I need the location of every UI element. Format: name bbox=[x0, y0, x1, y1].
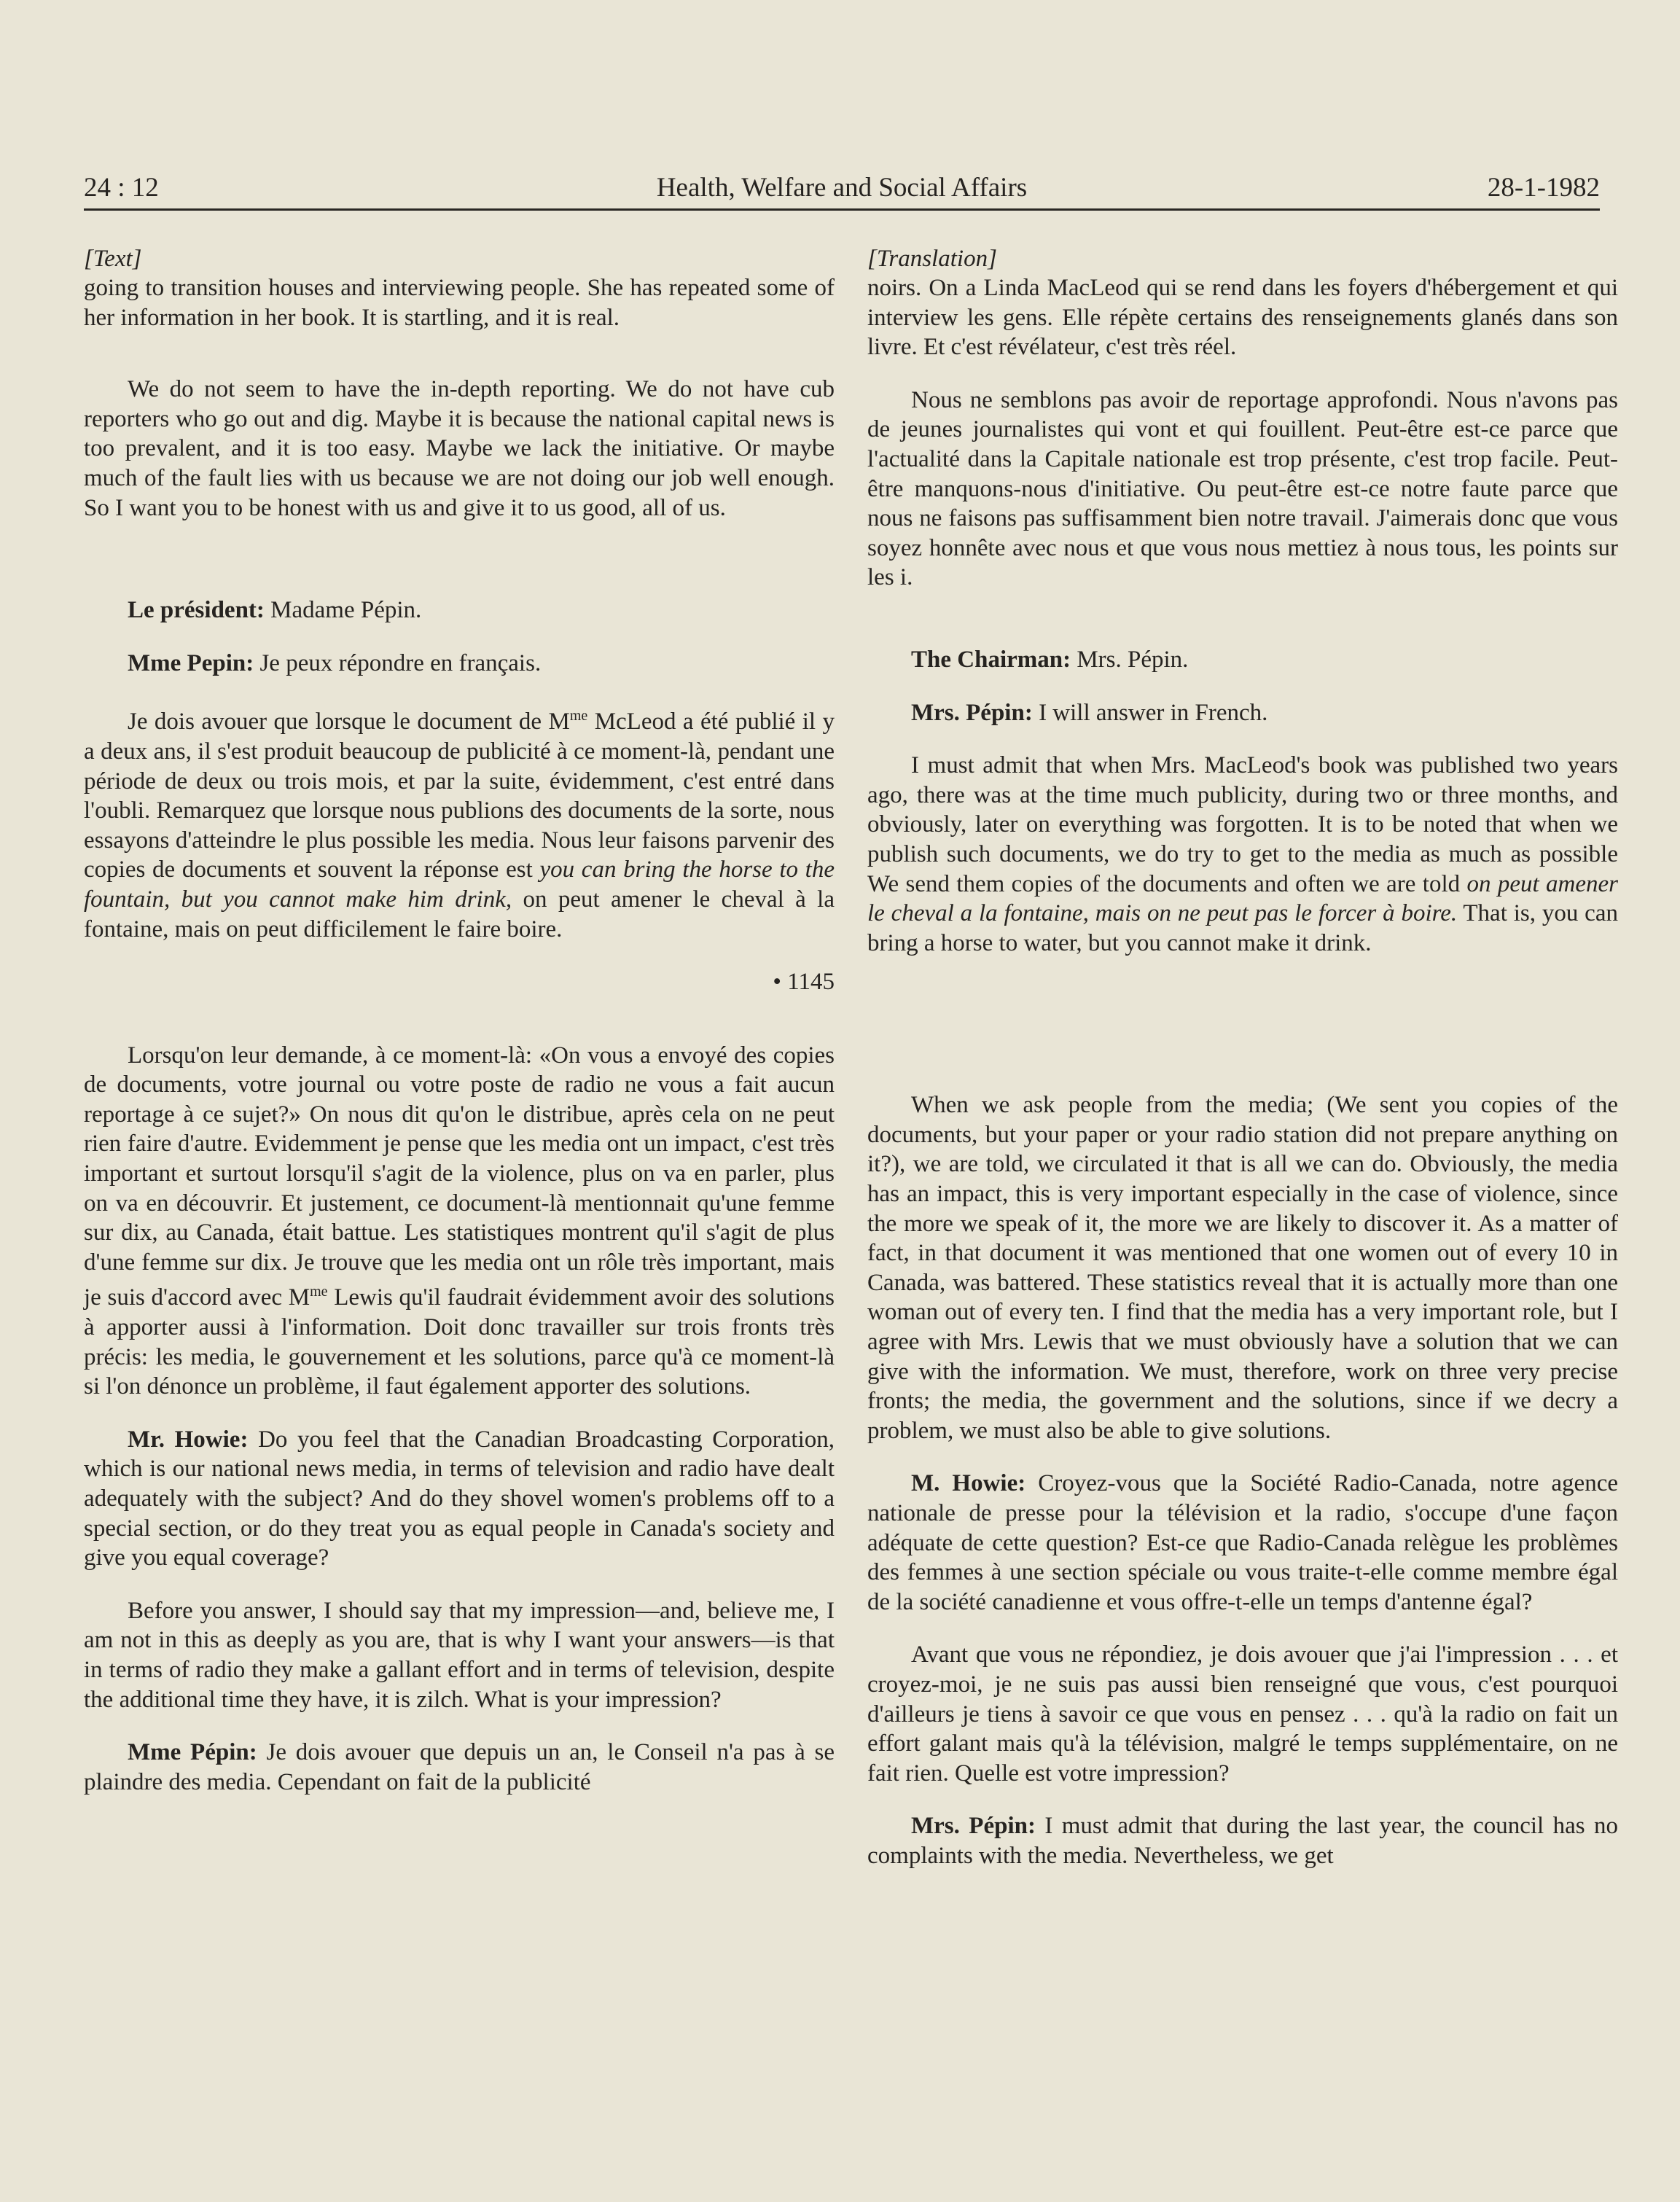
page-number: 24 : 12 bbox=[84, 173, 159, 203]
paragraph: We do not seem to have the in-depth reporting. We do not have cub reporters who go out and dig. Maybe it is because the national capital news is too prevalent, and it is too easy. Maybe we lack the initiative. Or maybe much of the fault lies with us because we are not doing our job well enough. So I want you to be honest with us and give it to us good, all of us. bbox=[84, 376, 835, 521]
speaker-name: Le président: bbox=[128, 597, 265, 624]
speech: Mme Pepin: Je peux répondre en français. bbox=[128, 649, 542, 676]
left-column bbox=[84, 244, 835, 1820]
speech: Mrs. Pépin: I must admit that during the last year, the council has no complaints with the media. Nevertheless, we get bbox=[867, 1813, 1618, 1869]
paragraph: Avant que vous ne répondiez, je dois avouer que j'ai l'impression . . . et croyez-moi, je ne suis pas aussi bien renseigné que vous, c'est pourquoi d'ailleurs je tiens à savoir ce que vous en pensez . . . qu'à la radio on fait un effort galant mais qu'à la télévision, malgré le temps supplémentaire, on ne fait rien. Quelle est votre impression? bbox=[867, 1641, 1618, 1787]
time-marker: • 1145 bbox=[773, 969, 835, 996]
paragraph: I must admit that when Mrs. MacLeod's book was published two years ago, there was at the time much publicity, during two or three months, and obviously, later on everything was forgotten. It is to be noted that when we publish such documents, we do try to get to the media as much as possible We send them copies of the documents and often we are told on peut amener le cheval a la fontaine, mais on ne peut pas le forcer à boire. That is, you can bring a horse to water, but you cannot make it drink. bbox=[867, 752, 1618, 956]
page-header bbox=[84, 172, 1600, 211]
paragraph: noirs. On a Linda MacLeod qui se rend dans les foyers d'hébergement et qui interview les gens. Elle répète certains des renseignements glanés dans son livre. Et c'est révélateur, c'est très réel. bbox=[867, 275, 1618, 361]
speaker-name: Mme Pépin: bbox=[128, 1739, 257, 1766]
speech: Mrs. Pépin: I will answer in French. bbox=[911, 699, 1268, 726]
speaker-name: Mme Pepin: bbox=[128, 649, 254, 676]
paragraph: Je dois avouer que lorsque le document de $M^{me}$ McLeod a été publié il y a deux ans, il s'est produit beaucoup de publicité à ce moment-là, pendant une période de deux ou trois mois, et par la suite, évidemment, c'est entré dans l'oubli. Remarquez que lorsque nous publions des documents de la sorte, nous essayons d'atteindre le plus possible les media. Nous leur faisons parvenir des copies de documents et souvent la réponse est you can bring the horse to the fountain, but you cannot make him drink, on peut amener le cheval à la fontaine, mais on peut difficilement le faire boire. bbox=[84, 708, 835, 942]
paragraph: Before you answer, I should say that my impression—and, believe me, I am not in this as deeply as you are, that is why I want your answers—is that in terms of radio they make a gallant effort and in terms of television, despite the additional time they have, it is zilch. What is your impression? bbox=[84, 1597, 835, 1713]
speaker-name: Mr. Howie: bbox=[128, 1426, 249, 1453]
running-title: Health, Welfare and Social Affairs bbox=[656, 173, 1028, 203]
speech: Le président: Madame Pépin. bbox=[128, 597, 422, 624]
speech: M. Howie: Croyez-vous que la Société Radio-Canada, notre agence nationale de presse pour la télévision et la radio, s'occupe d'une façon adéquate de cette question? Est-ce que Radio-Canada relègue les problèmes des femmes à une section spéciale ou vous traite-t-elle comme membre égal de la société canadienne et vous offre-t-elle un temps d'antenne égal? bbox=[867, 1470, 1618, 1615]
paragraph: going to transition houses and interviewing people. She has repeated some of her information in her book. It is startling, and it is real. bbox=[84, 275, 835, 331]
speech: Mr. Howie: Do you feel that the Canadian Broadcasting Corporation, which is our national news media, in terms of television and radio have dealt adequately with the subject? And do they shovel women's problems off to a special section, or do they treat you as equal people in Canada's society and give you equal coverage? bbox=[84, 1426, 835, 1572]
speech: Mme Pépin: Je dois avouer que depuis un an, le Conseil n'a pas à se plaindre des media. Cependant on fait de la publicité bbox=[84, 1739, 835, 1795]
right-column bbox=[867, 244, 1618, 1894]
paragraph: When we ask people from the media; (We sent you copies of the documents, but your paper or your radio station did not prepare anything on it?), we are told, we circulated it that is all we can do. Obviously, the media has an impact, this is very important especially in the case of violence, since the more we speak of it, the more we are likely to discover it. As a matter of fact, in that document it was mentioned that one women out of every 10 in Canada, was battered. These statistics reveal that it is actually more than one woman out of every ten. I find that the media has a very important role, but I agree with Mrs. Lewis that we must obviously have a solution that we can give with the information. We must, therefore, work on three very precise fronts; the media, the government and the solutions, since if we decry a problem, we must also be able to give solutions. bbox=[867, 1092, 1618, 1444]
speech: The Chairman: Mrs. Pépin. bbox=[911, 646, 1189, 673]
translation-tag: [Translation] bbox=[867, 246, 997, 272]
speaker-name: The Chairman: bbox=[911, 646, 1071, 673]
speaker-name: Mrs. Pépin: bbox=[911, 699, 1033, 726]
page-date: 28-1-1982 bbox=[1487, 173, 1600, 203]
text-tag: [Text] bbox=[84, 246, 142, 272]
speaker-name: M. Howie: bbox=[911, 1470, 1026, 1497]
speaker-name: Mrs. Pépin: bbox=[911, 1813, 1036, 1840]
paragraph: Lorsqu'on leur demande, à ce moment-là: «On vous a envoyé des copies de documents, votre journal ou votre poste de radio ne vous a fait aucun reportage à ce sujet?» On nous dit qu'on le distribue, après cela on ne peut rien faire d'autre. Evidemment je pense que les media ont un impact, c'est très important et surtout lorsqu'il s'agit de la violence, plus on va en parler, plus on va en découvrir. Et justement, ce document-là mentionnait qu'une femme sur dix, au Canada, était battue. Les statistiques montrent qu'il s'agit de plus d'une femme sur dix. Je trouve que les media ont un rôle très important, mais je suis d'accord avec $M^{me}$ Lewis qu'il faudrait évidemment avoir des solutions à apporter aussi à l'information. Doit donc travailler sur trois fronts très précis: les media, le gouvernement et les solutions, parce qu'à ce moment-là si l'on dénonce un problème, il faut également apporter des solutions. bbox=[84, 1042, 835, 1400]
paragraph: Nous ne semblons pas avoir de reportage approfondi. Nous n'avons pas de jeunes journalistes qui vont et qui fouillent. Peut-être est-ce parce que l'actualité dans la Capitale nationale est trop présente, c'est trop facile. Peut-être manquons-nous d'initiative. Ou peut-être est-ce notre faute parce que nous ne faisons pas suffisamment bien notre travail. J'aimerais donc que vous soyez honnête avec nous et que vous nous mettiez à nous tous, les points sur les i. bbox=[867, 386, 1618, 591]
